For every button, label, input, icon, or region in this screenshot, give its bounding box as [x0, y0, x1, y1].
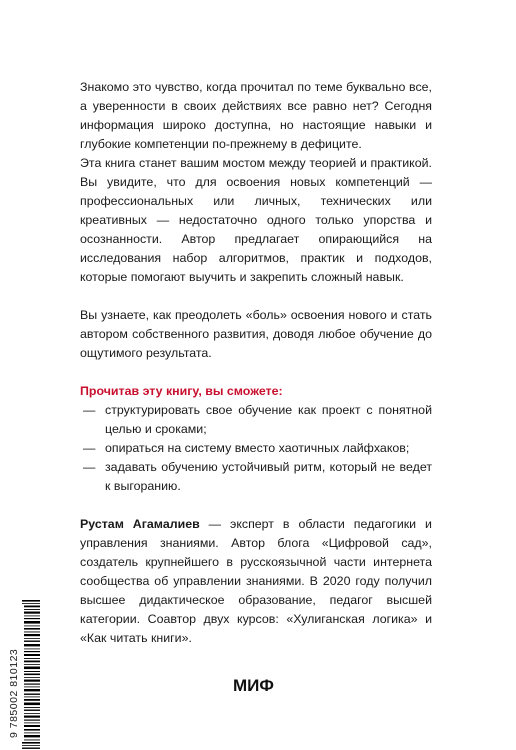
- dash-bullet: —: [83, 403, 96, 417]
- benefits-list: [80, 401, 432, 496]
- list-item: — структурировать свое обучение как проект с понятной целью и сроками;: [83, 403, 432, 436]
- benefits-heading: Прочитав эту книгу, вы сможете:: [80, 384, 283, 398]
- list-item: — задавать обучению устойчивый ритм, который не ведет к выгоранию.: [83, 460, 432, 493]
- back-cover-text: [80, 78, 432, 648]
- outcome-paragraph: Вы узнаете, как преодолеть «боль» освоения нового и стать автором собственного развития, доводя любое обучение до ощутимого результата.: [80, 308, 432, 360]
- author-name: Рустам Агамалиев: [80, 517, 200, 531]
- isbn-number: 9 785002 810123: [8, 648, 20, 738]
- intro-paragraph: Знакомо это чувство, когда прочитал по теме буквально все, а уверенности в своих действиях все равно нет? Сегодня информация широко доступна, но настоящие навыки и глубокие компетенции по-прежнему в дефиците.: [80, 80, 432, 151]
- bridge-paragraph: Эта книга станет вашим мостом между теорией и практикой. Вы увидите, что для освоения новых компетенций — профессиональных или личных, технических или креативных — недостаточно одного только упорства и осознанности. Автор предлагает опирающийся на исследования набор алгоритмов, практик и подходов, которые помогают выучить и закрепить сложный навык.: [80, 156, 432, 284]
- publisher-logo: МИФ: [233, 676, 274, 695]
- dash-bullet: —: [83, 441, 96, 455]
- author-description: — эксперт в области педагогики и управления знаниями. Автор блога «Цифровой сад», создатель крупнейшего в русскоязычной части интернета сообщества об управлении знаниями. В 2020 году получил высшее дидактическое образование, педагог высшей категории. Соавтор двух курсов: «Хулиганская логика» и «Как читать книги».: [80, 517, 432, 645]
- list-item: — опираться на систему вместо хаотичных лайфхаков;: [80, 439, 432, 458]
- dash-bullet: —: [83, 460, 96, 474]
- author-bio: [80, 515, 432, 648]
